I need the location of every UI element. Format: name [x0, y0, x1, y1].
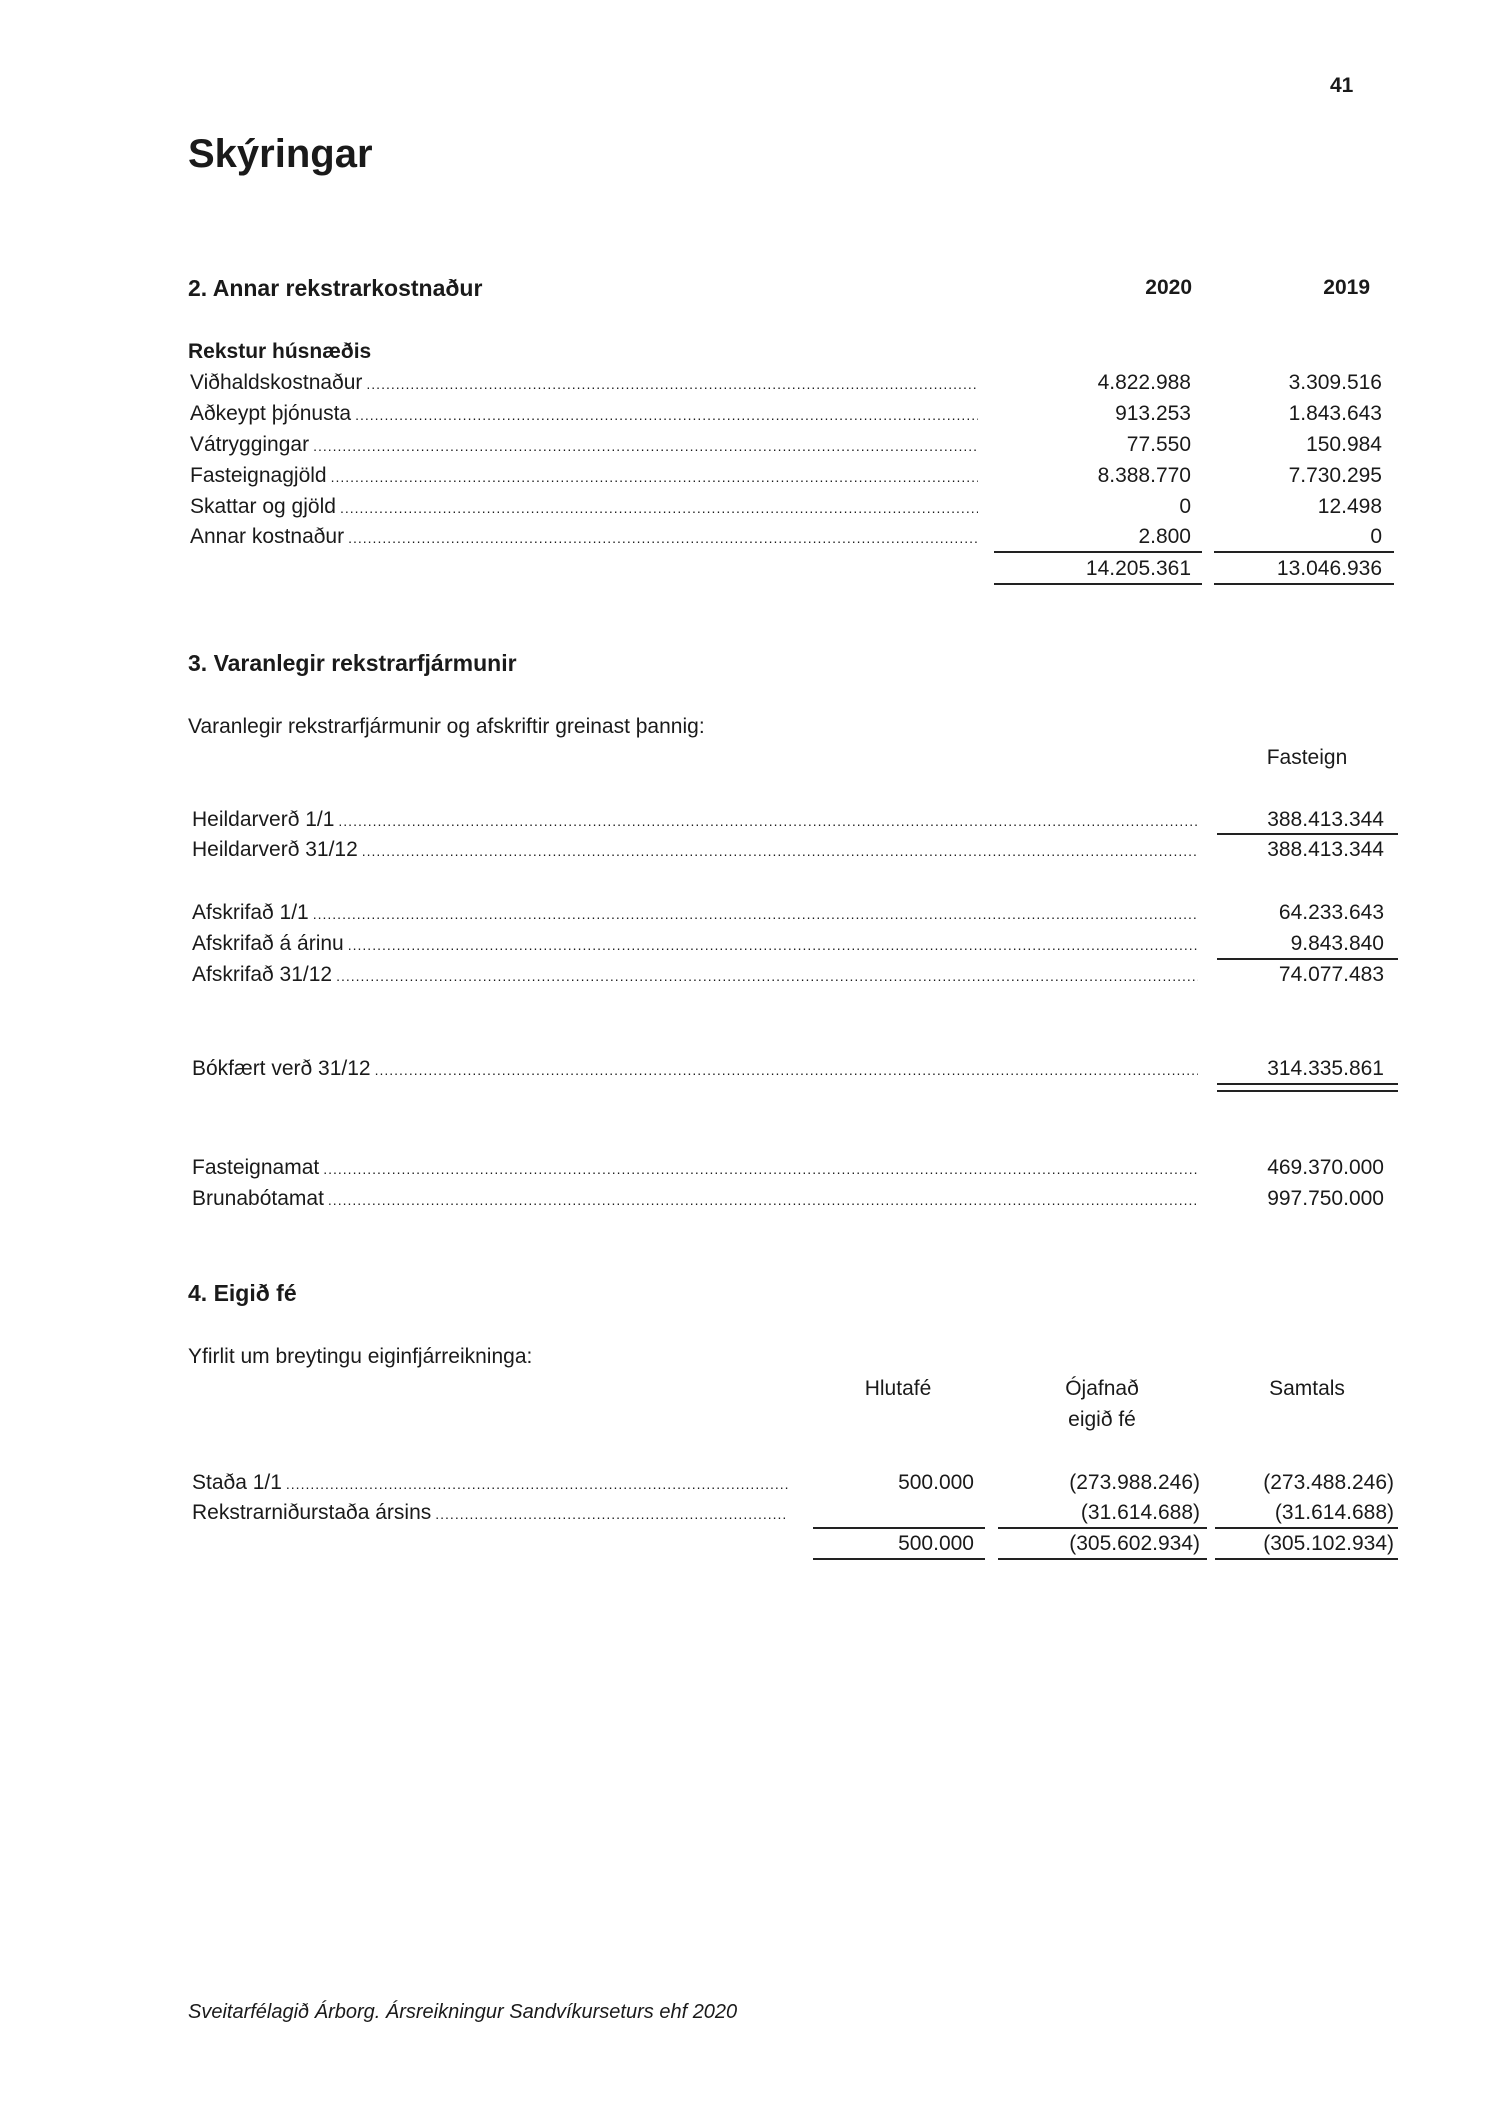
divider [994, 551, 1202, 553]
value-2019: 1.843.643 [1288, 402, 1382, 425]
note4-heading: 4. Eigið fé [188, 1280, 297, 1306]
note3-intro: Varanlegir rekstrarfjármunir og afskriftir greinast þannig: [188, 715, 705, 738]
value: 388.413.344 [1267, 838, 1384, 861]
table-row-label: Viðhaldskostnaður ..... [190, 370, 978, 397]
value-2020: 4.822.988 [1097, 371, 1191, 394]
divider [1215, 1527, 1398, 1529]
value-ojafnad: (31.614.688) [1080, 1501, 1200, 1524]
value-2020: 8.388.770 [1097, 464, 1191, 487]
col-fasteign-header: Fasteign [1266, 746, 1348, 769]
divider [1217, 1083, 1398, 1085]
table-row-label: Fasteignagjöld ..... [190, 463, 978, 490]
col-ojafnad-header: Ójafnað [1065, 1377, 1139, 1400]
table-row-label: Skattar og gjöld ..... [190, 494, 978, 521]
value: 469.370.000 [1267, 1156, 1384, 1179]
table-row-label: Staða 1/1 ..... [192, 1470, 788, 1497]
value-2020: 913.253 [1115, 402, 1191, 425]
divider [813, 1527, 985, 1529]
divider [1217, 1090, 1398, 1092]
value: 74.077.483 [1278, 963, 1384, 986]
total-ojafnad: (305.602.934) [1069, 1532, 1200, 1555]
table-row-label: Brunabótamat ..... [192, 1186, 1198, 1213]
col-2019-header: 2019 [1323, 276, 1370, 299]
note3-heading: 3. Varanlegir rekstrarfjármunir [188, 650, 517, 676]
value-2019: 150.984 [1306, 433, 1382, 456]
divider [1214, 583, 1394, 585]
divider [813, 1558, 985, 1560]
value-2020: 0 [1179, 495, 1191, 518]
page-footer: Sveitarfélagið Árborg. Ársreikningur Sandvíkurseturs ehf 2020 [188, 2001, 738, 2023]
total-2020: 14.205.361 [1085, 557, 1191, 580]
value: 9.843.840 [1290, 932, 1384, 955]
divider [1215, 1558, 1398, 1560]
table-row-label: Rekstrarniðurstaða ársins ..... [192, 1500, 788, 1527]
table-row-label: Heildarverð 31/12 ..... [192, 837, 1198, 864]
divider [1217, 958, 1398, 960]
total-samtals: (305.102.934) [1263, 1532, 1394, 1555]
page-title: Skýringar [188, 132, 373, 176]
value: 314.335.861 [1267, 1057, 1384, 1080]
divider [1214, 551, 1394, 553]
col-samtals-header: Samtals [1269, 1377, 1345, 1400]
note4-intro: Yfirlit um breytingu eiginfjárreikninga: [188, 1345, 533, 1368]
col-2020-header: 2020 [1145, 276, 1192, 299]
value-hlutafe: 500.000 [898, 1471, 974, 1494]
note2-heading: 2. Annar rekstrarkostnaður [188, 275, 483, 301]
value-2019: 0 [1370, 525, 1382, 548]
table-row-label: Afskrifað 1/1 ..... [192, 900, 1198, 927]
table-row-label: Heildarverð 1/1 ..... [192, 807, 1198, 834]
divider [998, 1527, 1207, 1529]
divider [1217, 833, 1398, 835]
value: 997.750.000 [1267, 1187, 1384, 1210]
table-row-label: Bókfært verð 31/12 ..... [192, 1056, 1198, 1083]
total-2019: 13.046.936 [1276, 557, 1382, 580]
value-2020: 77.550 [1126, 433, 1191, 456]
table-row-label: Aðkeypt þjónusta ..... [190, 401, 978, 428]
value-samtals: (273.488.246) [1263, 1471, 1394, 1494]
value-2020: 2.800 [1138, 525, 1191, 548]
value: 64.233.643 [1278, 901, 1384, 924]
value-2019: 12.498 [1317, 495, 1382, 518]
value: 388.413.344 [1267, 808, 1384, 831]
table-row-label: Afskrifað á árinu ..... [192, 931, 1198, 958]
value-ojafnad: (273.988.246) [1069, 1471, 1200, 1494]
table-row-label: Vátryggingar ..... [190, 432, 978, 459]
page-number: 41 [1330, 74, 1354, 97]
note2-subheading: Rekstur húsnæðis [188, 340, 372, 363]
divider [994, 583, 1202, 585]
value-samtals: (31.614.688) [1274, 1501, 1394, 1524]
value-2019: 7.730.295 [1288, 464, 1382, 487]
table-row-label: Annar kostnaður ..... [190, 524, 978, 551]
col-ojafnad-header-line2: eigið fé [1068, 1408, 1136, 1431]
total-hlutafe: 500.000 [898, 1532, 974, 1555]
divider [998, 1558, 1207, 1560]
value-2019: 3.309.516 [1288, 371, 1382, 394]
col-hlutafe-header: Hlutafé [864, 1377, 932, 1400]
table-row-label: Afskrifað 31/12 ..... [192, 962, 1198, 989]
table-row-label: Fasteignamat ..... [192, 1155, 1198, 1182]
